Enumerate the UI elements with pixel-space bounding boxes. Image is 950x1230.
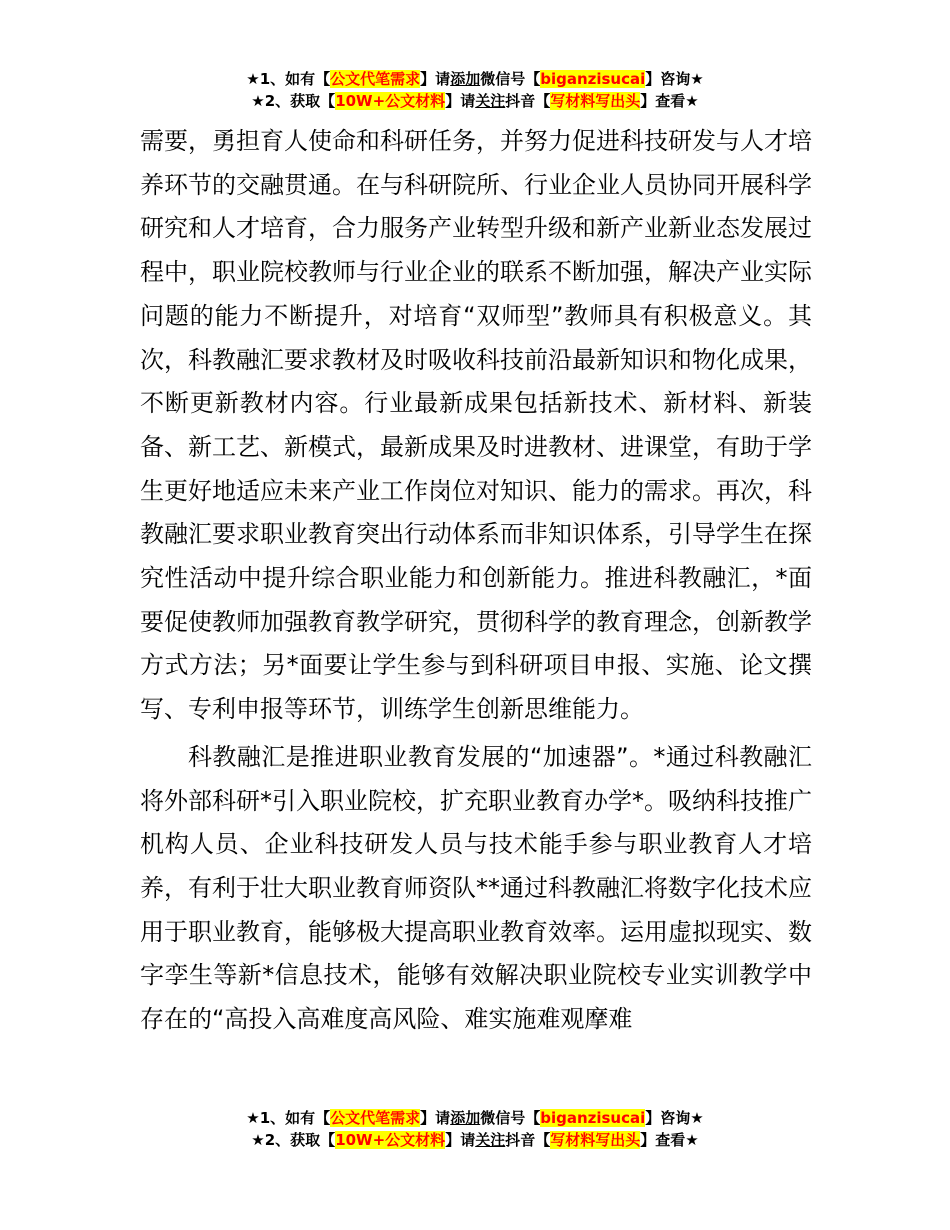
banner-highlight-materials: 10W+公文材料 <box>335 1131 446 1149</box>
banner-underline-add: 添加 <box>450 70 481 88</box>
banner-text: 】查看★ <box>640 92 699 110</box>
banner-underline-follow: 关注 <box>475 92 506 110</box>
paragraph-2: 科教融汇是推进职业教育发展的“加速器”。*通过科教融汇将外部科研*引入职业院校，扩充职业教育办学*。吸纳科技推广机构人员、企业科技研发人员与技术能手参与职业教育人才培养，有利于壮大职业教育师资队**通过科教融汇将数字化技术应用于职业教育，能够极大提高职业教育效率。运用虚拟现实、数字孪生等新*信息技术，能够有效解决职业院校专业实训教学中存在的“高投入高难度高风险、难实施难观摩难 <box>140 742 812 1034</box>
footer-banner-line-2 <box>0 1129 950 1151</box>
footer-banner <box>0 1107 950 1151</box>
header-banner <box>0 68 950 112</box>
banner-text: 】请 <box>420 70 451 88</box>
banner-text: ★2、获取【 <box>251 1131 336 1149</box>
banner-text: 】咨询★ <box>645 1109 704 1127</box>
banner-highlight-ghostwriting: 公文代笔需求 <box>330 1109 421 1127</box>
paragraph-1: 需要，勇担育人使命和科研任务，并努力促进科技研发与人才培养环节的交融贯通。在与科研院所、行业企业人员协同开展科学研究和人才培育，合力服务产业转型升级和新产业新业态发展过程中，职业院校教师与行业企业的联系不断加强，解决产业实际问题的能力不断提升，对培育“双师型”教师具有积极意义。其次，科教融汇要求教材及时吸收科技前沿最新知识和物化成果，不断更新教材内容。行业最新成果包括新技术、新材料、新装备、新工艺、新模式，最新成果及时进教材、进课堂，有助于学生更好地适应未来产业工作岗位对知识、能力的需求。再次，科教融汇要求职业教育突出行动体系而非知识体系，引导学生在探究性活动中提升综合职业能力和创新能力。推进科教融汇，*面要促使教师加强教育教学研究，贯彻科学的教育理念，创新教学方式方法；另*面要让学生参与到科研项目申报、实施、论文撰写、专利申报等环节，训练学生创新思维能力。 <box>140 127 812 724</box>
banner-underline-add: 添加 <box>450 1109 481 1127</box>
banner-highlight-ghostwriting: 公文代笔需求 <box>330 70 421 88</box>
banner-text: 】请 <box>445 92 476 110</box>
banner-highlight-wechat-id: biganzisucai <box>540 1109 646 1127</box>
banner-text: 】请 <box>445 1131 476 1149</box>
banner-text: 】查看★ <box>640 1131 699 1149</box>
footer-banner-line-1 <box>0 1107 950 1129</box>
banner-highlight-douyin-account: 写材料写出头 <box>550 92 641 110</box>
banner-highlight-wechat-id: biganzisucai <box>540 70 646 88</box>
banner-text: 抖音【 <box>505 1131 551 1149</box>
document-body <box>140 120 812 1042</box>
banner-text: 微信号【 <box>480 1109 541 1127</box>
banner-highlight-douyin-account: 写材料写出头 <box>550 1131 641 1149</box>
header-banner-line-2 <box>0 90 950 112</box>
banner-underline-follow: 关注 <box>475 1131 506 1149</box>
banner-text: 】请 <box>420 1109 451 1127</box>
header-banner-line-1 <box>0 68 950 90</box>
banner-highlight-materials: 10W+公文材料 <box>335 92 446 110</box>
banner-text: ★1、如有【 <box>246 1109 331 1127</box>
banner-text: 抖音【 <box>505 92 551 110</box>
banner-text: ★1、如有【 <box>246 70 331 88</box>
banner-text: 】咨询★ <box>645 70 704 88</box>
banner-text: 微信号【 <box>480 70 541 88</box>
banner-text: ★2、获取【 <box>251 92 336 110</box>
